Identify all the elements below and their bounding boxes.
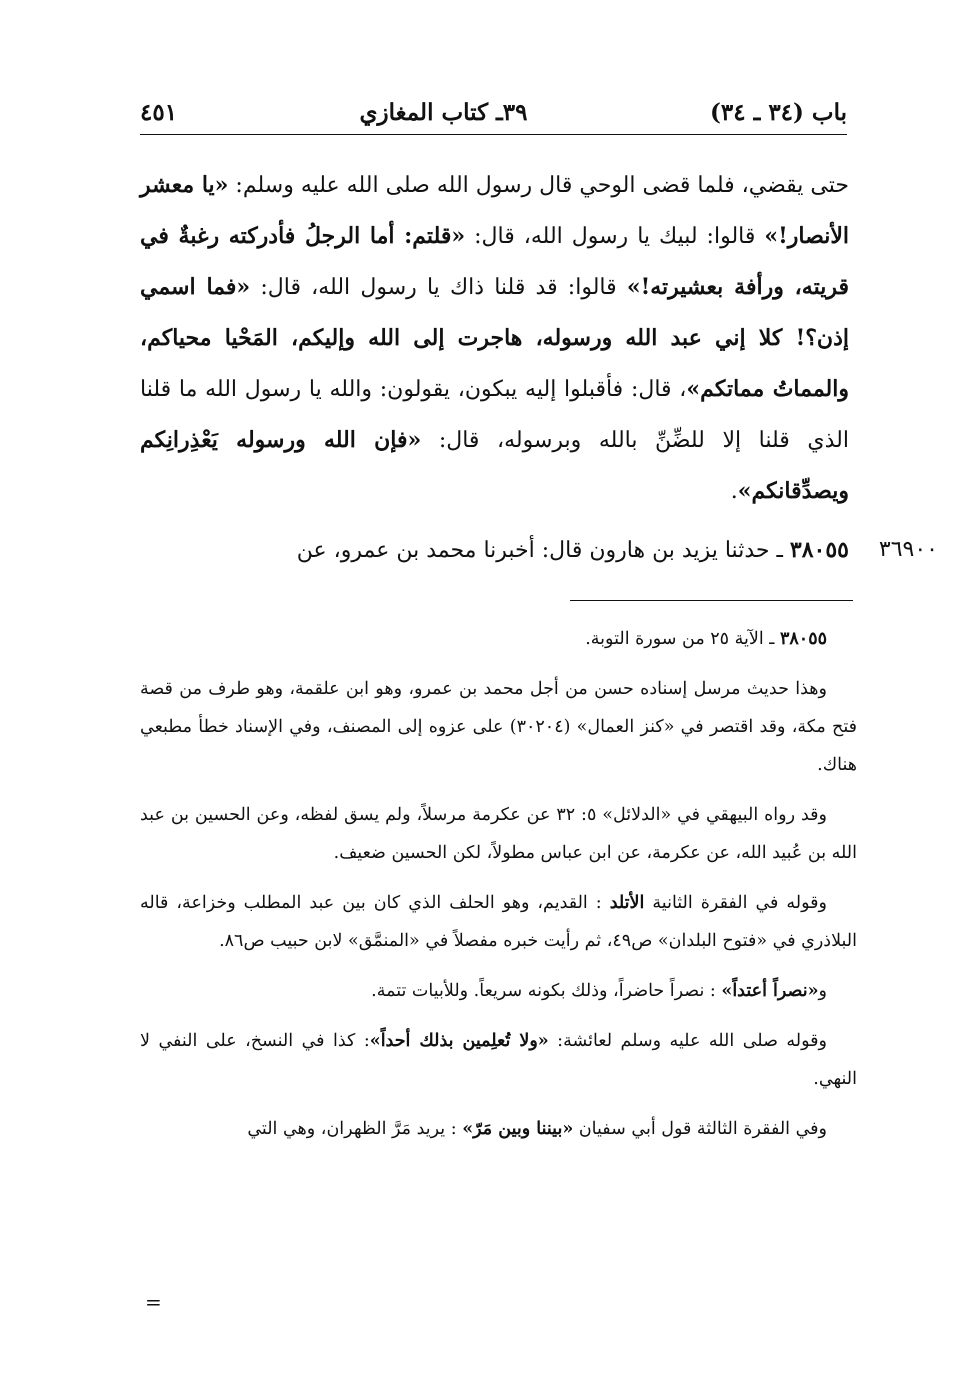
continuation-mark: =	[145, 1290, 162, 1314]
header-divider	[140, 134, 847, 135]
chapter-reference: باب (٣٤ ـ ٣٤)	[709, 99, 847, 126]
prophet-speech: «فما اسمي إذن؟! كلا إني عبد الله ورسوله، هاجرت إلى الله وإليكم، المَحْيا محياكم، والمماتُ مماتكم»	[140, 274, 849, 402]
footnote-paragraph: وفي الفقرة الثالثة قول أبي سفيان «بيننا وبين مَرّ» : يريد مَرَّ الظهران، وهي التي	[247, 1119, 827, 1139]
page-number: ٤٥١	[140, 99, 178, 126]
book-title: ٣٩ـ كتاب المغازي	[359, 99, 528, 126]
narrative-text: قالوا: لبيك يا رسول الله، قال:	[465, 224, 765, 249]
footnote-paragraph: وهذا حديث مرسل إسناده حسن من أجل محمد بن عمرو، وهو ابن علقمة، وهو طرف من قصة فتح مكة، وقد اقتصر في «كنز العمال» (٣٠٢٠٤) على عزوه إلى المصنف، وفي الإسناد خطأ مطبعي هناك.	[140, 679, 857, 775]
margin-cross-reference: ٣٦٩٠٠	[878, 537, 938, 562]
narrative-text: قالوا: قد قلنا ذاك يا رسول الله، قال:	[250, 275, 627, 300]
prophet-speech: «قلتم: أما الرجلُ فأدركته رغبةٌ في قريته، ورأفة بعشيرته!»	[140, 223, 849, 300]
narrative-text: ، قال: فأقبلوا إليه يبكون، يقولون: والله يا رسول الله ما قلنا الذي قلنا إلا للضِّنِّ بالله وبرسوله، قال:	[140, 377, 849, 453]
footnote-divider	[570, 600, 853, 601]
narrative-text: .	[730, 479, 738, 504]
main-text	[140, 160, 849, 517]
footnotes	[140, 620, 857, 1160]
footnote-paragraph: ٣٨٠٥٥ ـ الآية ٢٥ من سورة التوبة.	[585, 629, 827, 649]
footnote-paragraph: وقوله في الفقرة الثانية الأتلد : القديم، وهو الحلف الذي كان بين عبد المطلب وخزاعة، قاله البلاذري في «فتوح البلدان» ص٤٩، ثم رأيت خبره مفصلاً في «المنمَّق» لابن حبيب ص٨٦.	[140, 893, 857, 951]
narrative-text: حتى يقضي، فلما قضى الوحي قال رسول الله صلى الله عليه وسلم:	[228, 173, 850, 198]
footnote-number: ٣٨٠٥٥	[780, 629, 827, 649]
prophet-speech: «يا معشر الأنصار!»	[140, 172, 849, 249]
hadith-entry	[140, 528, 849, 573]
page-header	[140, 86, 847, 126]
hadith-number: ٣٨٠٥٥	[789, 537, 849, 563]
prophet-speech: «فإن الله ورسوله يَعْذِرانِكم ويصدِّقانكم»	[140, 427, 849, 504]
hadith-chain: ـ حدثنا يزيد بن هارون قال: أخبرنا محمد بن عمرو، عن	[296, 538, 790, 563]
footnote-paragraph: و«نصراً أعتداً» : نصراً حاضراً، وذلك بكونه سريعاً. وللأبيات تتمة.	[371, 981, 827, 1001]
footnote-paragraph: وقد رواه البيهقي في «الدلائل» ٥: ٣٢ عن عكرمة مرسلاً، ولم يسق لفظه، وعن الحسين بن عبد الله بن عُبيد الله، عن عكرمة، عن ابن عباس مطولاً، لكن الحسين ضعيف.	[140, 805, 857, 863]
footnote-paragraph: وقوله صلى الله عليه وسلم لعائشة: «ولا تُعلِمين بذلك أحداً»: كذا في النسخ، على النفي لا النهي.	[140, 1031, 857, 1089]
